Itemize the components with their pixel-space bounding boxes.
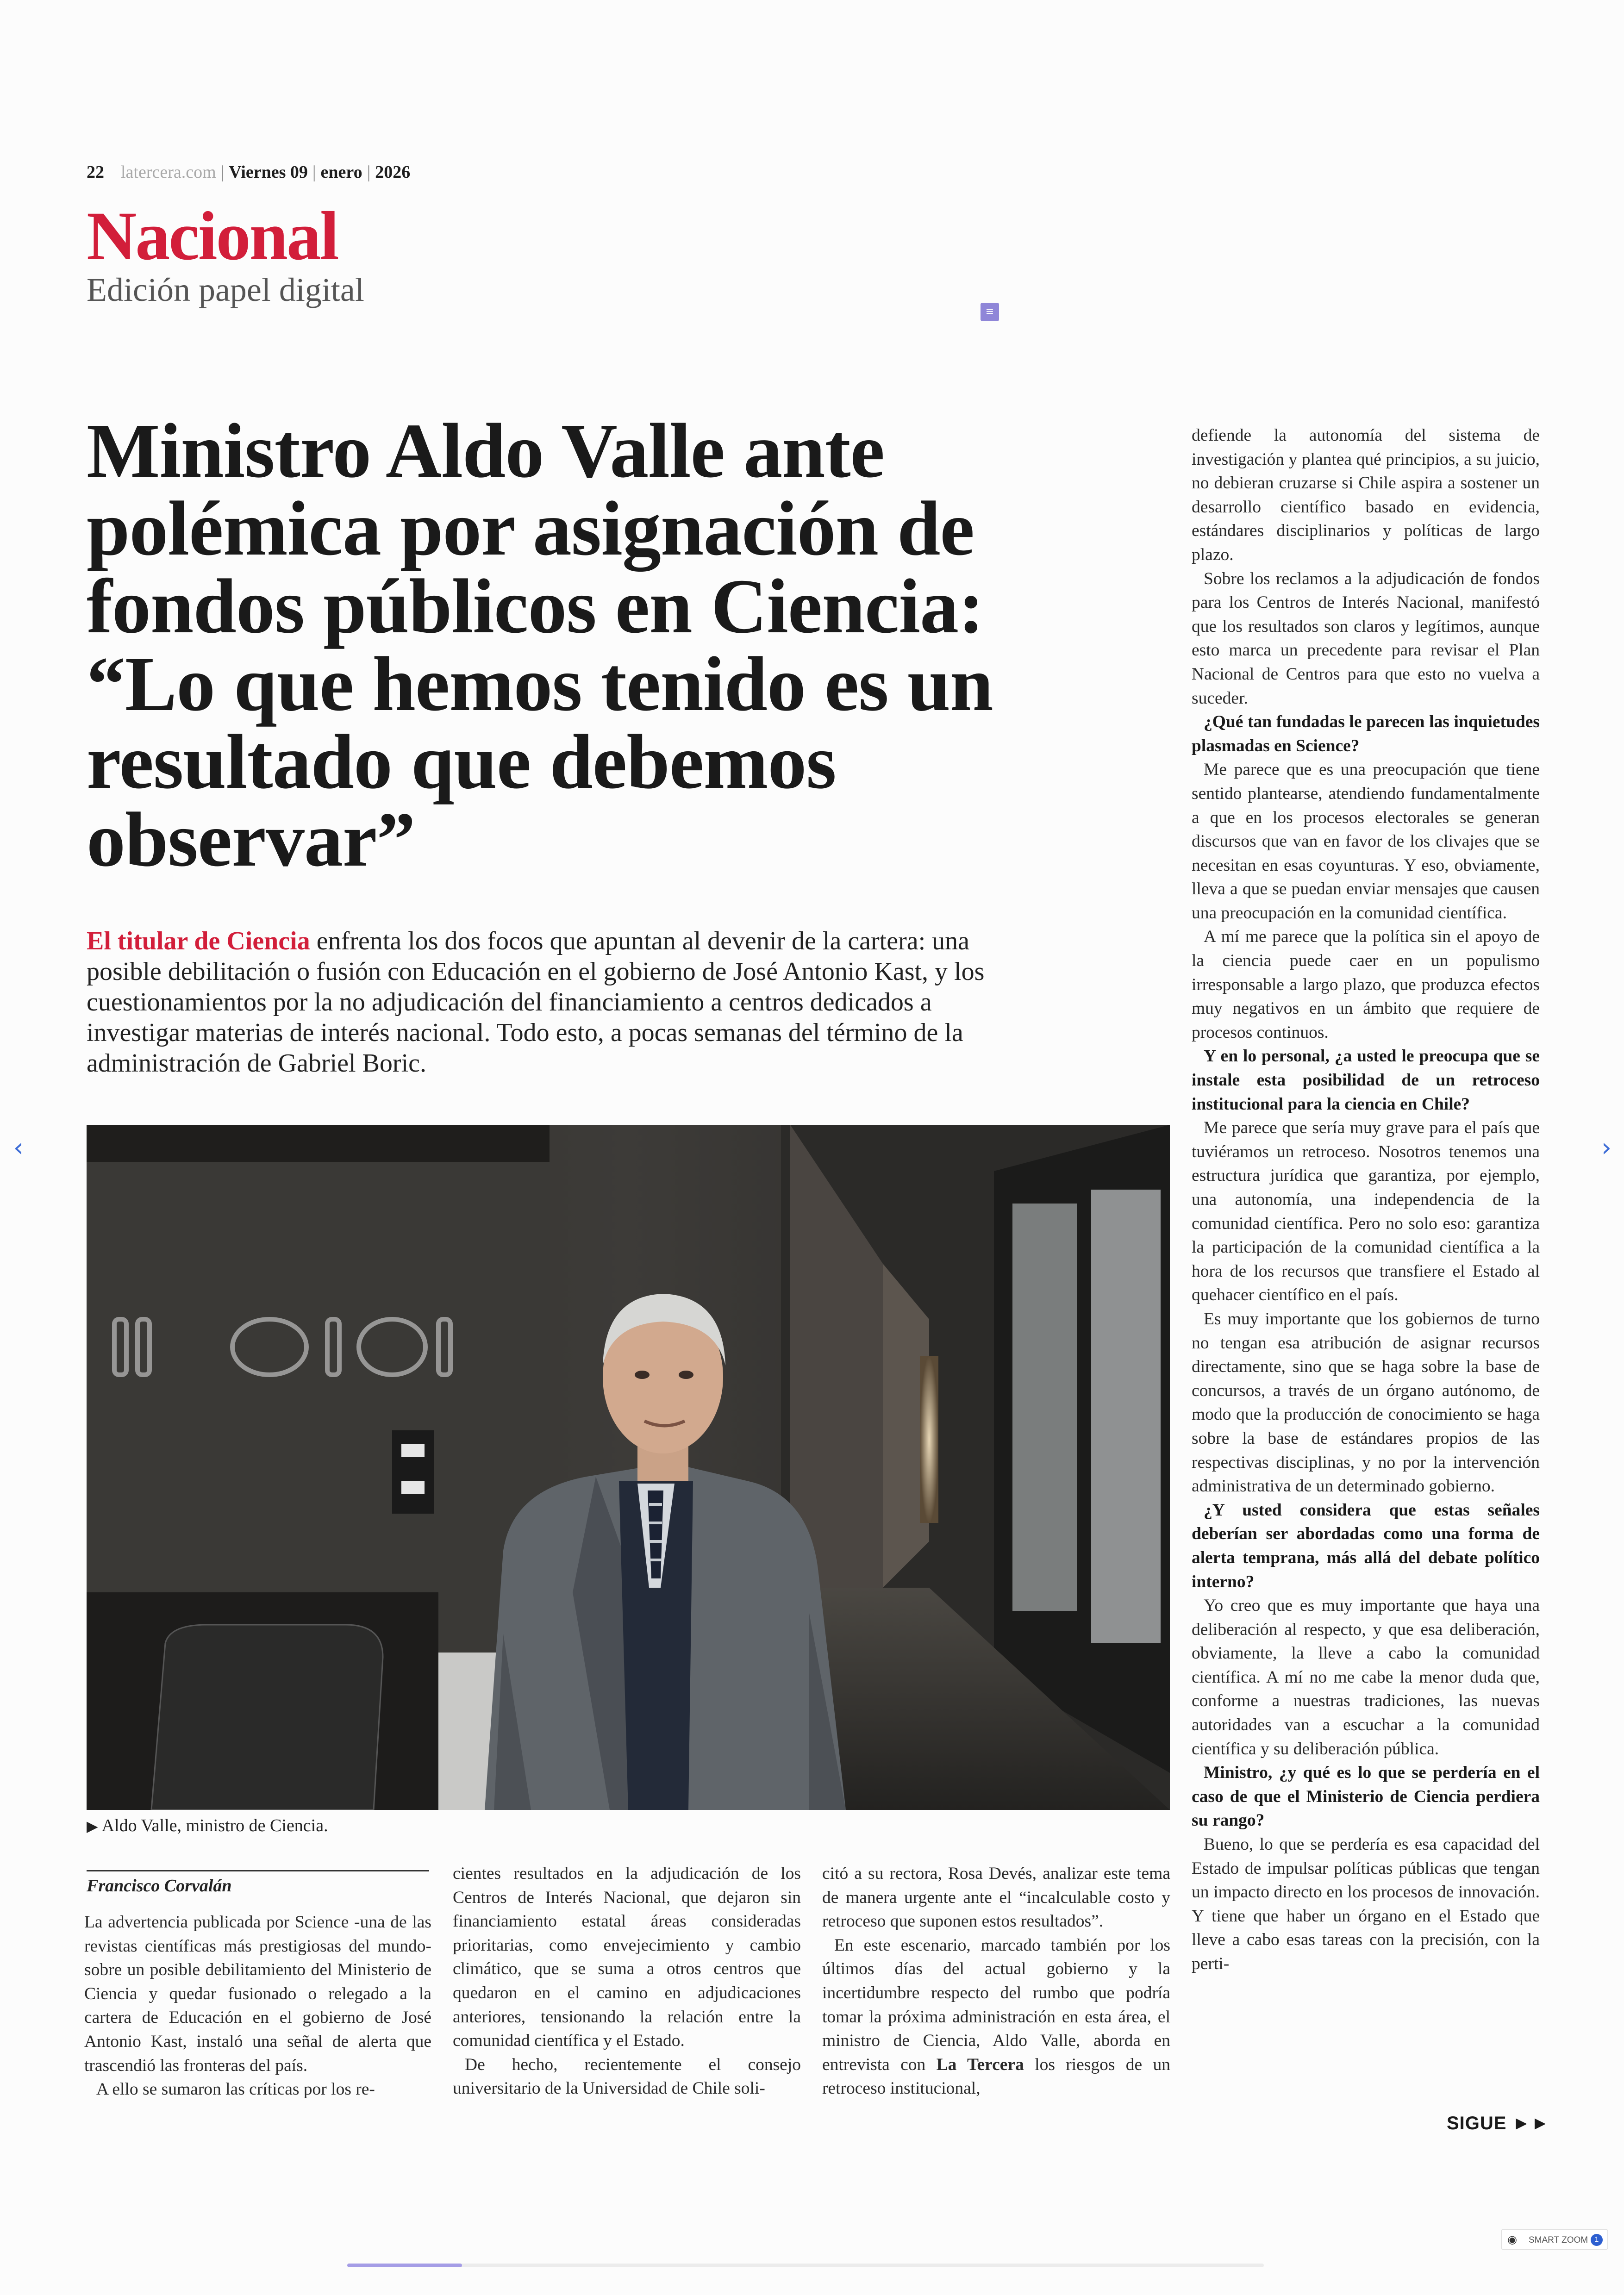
photo-caption: ▶ Aldo Valle, ministro de Ciencia. [87, 1816, 328, 1835]
article-lede [87, 926, 1026, 1079]
article-photo [87, 1125, 1170, 1810]
page-number: 22 [87, 162, 104, 182]
section-title: Nacional [87, 198, 338, 274]
paragraph: Sobre los reclamos a la adjudicación de fondos para los Centros de Interés Nacional, manifestó que los resultados son claros y legítimos, aunque esto marca un precedente para revisar el Plan Nacional de Centros para que esto no vuelva a suceder. [1192, 569, 1540, 708]
date-day: Viernes 09 [229, 162, 308, 182]
paragraph: Yo creo que es muy importante que haya una deliberación al respecto, y que esa deliberación, obviamente, la lleve a cabo la comunidad científica. A mí no me cabe la menor duda que, conforme a nuestras tradiciones, las nuevas autoridades van a escuchar a la comunidad científica y su deliberación pública. [1192, 1596, 1540, 1759]
paragraph: A mí me parece que la política sin el apoyo de la ciencia puede caer en un populismo irresponsable a largo plazo, que produzca efectos muy negativos en un ámbito que requiere de procesos continuos. [1192, 927, 1540, 1042]
continue-marker: SIGUE ►► [1447, 2113, 1550, 2133]
body-column-2 [453, 1862, 801, 2101]
paragraph: A ello se sumaron las críticas por los re- [96, 2080, 375, 2099]
annotation-note-icon[interactable]: ≡ [981, 303, 999, 321]
date-year: 2026 [375, 162, 411, 182]
paragraph: En este escenario, marcado también por los últimos días del actual gobierno y la incertidumbre respecto del rumbo que podría tomar la próxima administración en esta área, el ministro de Ciencia, Aldo Valle, aborda en entrevista con La Tercera los riesgos de un retroceso institucional, [822, 1935, 1170, 2098]
smart-zoom-label: SMART ZOOM [1529, 2235, 1588, 2245]
paragraph: Es muy importante que los gobiernos de turno no tengan esa atribución de asignar recursos directamente, sino que se haga sobre la base de concursos, a través de un órgano autónomo, de modo que la producción de conocimiento se haga sobre la base de estándares propios de las respectivas disciplinas, y no por la intervención administrativa de un determinado gobierno. [1192, 1309, 1540, 1496]
byline: Francisco Corvalán [87, 1876, 232, 1896]
chevron-left-icon[interactable]: ‹ [13, 1133, 24, 1163]
smart-zoom-button[interactable] [1501, 2229, 1608, 2250]
paragraph: De hecho, recientemente el consejo universitario de la Universidad de Chile soli- [453, 2055, 801, 2098]
site-name: latercera.com [121, 162, 216, 182]
paragraph: citó a su rectora, Rosa Devés, analizar este tema de manera urgente ante el “incalculable costo y retroceso que suponen estos resultados”. [822, 1864, 1170, 1931]
date-month: enero [320, 162, 362, 182]
body-column-3 [822, 1862, 1170, 2101]
paragraph: La advertencia publicada por Science -una de las revistas científicas más prestigiosas del mundo- sobre un posible debilitamiento del Ministerio de Ciencia y quedar fusionado o relegado a la cartera de Educación en el gobierno de José Antonio Kast, instaló una señal de alerta que trascendió las fronteras del país. [84, 1913, 431, 2075]
interview-question: ¿Y usted considera que estas señales deberían ser abordadas como una forma de alerta temprana, más allá del debate político interno? [1192, 1500, 1540, 1591]
paragraph: Bueno, lo que se perdería es esa capacidad del Estado de impulsar políticas públicas que tengan un impacto directo en los procesos de innovación. Y tiene que haber un órgano en el Estado que lleve a cabo esas tareas con la precisión, con la perti- [1192, 1835, 1540, 1973]
folio-line: 22 latercera.com | Viernes 09 | enero | 2026 [87, 162, 411, 182]
newspaper-name: La Tercera [936, 2055, 1024, 2074]
minister-portrait-image [87, 1125, 1170, 1810]
paragraph: Me parece que sería muy grave para el país que tuviéramos un retroceso. Nosotros tenemos una estructura jurídica que garantiza, por ejemplo, una autonomía, una independencia de la comunidad científica. Pero no solo eso: garantiza la participación de la comunidad científica a la hora de los recursos que transfiere el Estado al quehacer científico en el país. [1192, 1118, 1540, 1305]
paragraph: defiende la autonomía del sistema de investigación y plantea qué principios, a su juicio, no debieran cruzarse si Chile aspira a sostener un desarrollo científico basado en evidencia, estándares disciplinarios y políticas de largo plazo. [1192, 426, 1540, 564]
body-column-1 [84, 1910, 431, 2102]
page-progress-bar[interactable] [347, 2264, 1264, 2267]
article-headline: Ministro Aldo Valle ante polémica por asignación de fondos públicos en Ciencia: “Lo que hemos tenido es un resultado que debemos observar” [87, 408, 993, 883]
paragraph: Me parece que es una preocupación que tiene sentido plantearse, atendiendo fundamentalmente a que en los procesos electorales se generan discursos que van en favor de los clivajes que se necesitan en esas coyunturas. Y eso, obviamente, lleva a que se puedan enviar mensajes que causen una preocupación en la comunidad científica. [1192, 760, 1540, 923]
interview-question: ¿Qué tan fundadas le parecen las inquietudes plasmadas en Science? [1192, 712, 1540, 755]
edition-label: Edición papel digital [87, 271, 364, 308]
paragraph: cientes resultados en la adjudicación de los Centros de Interés Nacional, que dejaron sin financiamiento estatal áreas consideradas prioritarias, como envejecimiento y cambio climático, que se suma a otros centros que quedaron en el camino en adjudicaciones anteriores, tensionando la relación entre la comunidad científica y el Estado. [453, 1864, 801, 2051]
byline-rule [87, 1870, 429, 1871]
body-column-4 [1192, 424, 1540, 1976]
chevron-right-icon[interactable]: › [1601, 1133, 1612, 1163]
interview-question: Ministro, ¿y qué es lo que se perdería en el caso de que el Ministerio de Ciencia perdiera su rango? [1192, 1763, 1540, 1830]
smart-zoom-count-badge: 1 [1591, 2234, 1603, 2246]
eye-icon: ◉ [1507, 2233, 1517, 2246]
caption-triangle-icon: ▶ [87, 1817, 98, 1835]
page-progress-fill [347, 2264, 462, 2267]
interview-question: Y en lo personal, ¿a usted le preocupa que se instale esta posibilidad de un retroceso institucional para la ciencia en Chile? [1192, 1047, 1540, 1114]
lede-kicker: El titular de Ciencia [87, 927, 310, 955]
lede-text: enfrenta los dos focos que apuntan al devenir de la cartera: una posible debilitación o fusión con Educación en el gobierno de José Antonio Kast, y los cuestionamientos por la no adjudicación del financiamiento a centros dedicados a investigar materias de interés nacional. Todo esto, a pocas semanas del término de la administración de Gabriel Boric. [87, 927, 985, 1078]
